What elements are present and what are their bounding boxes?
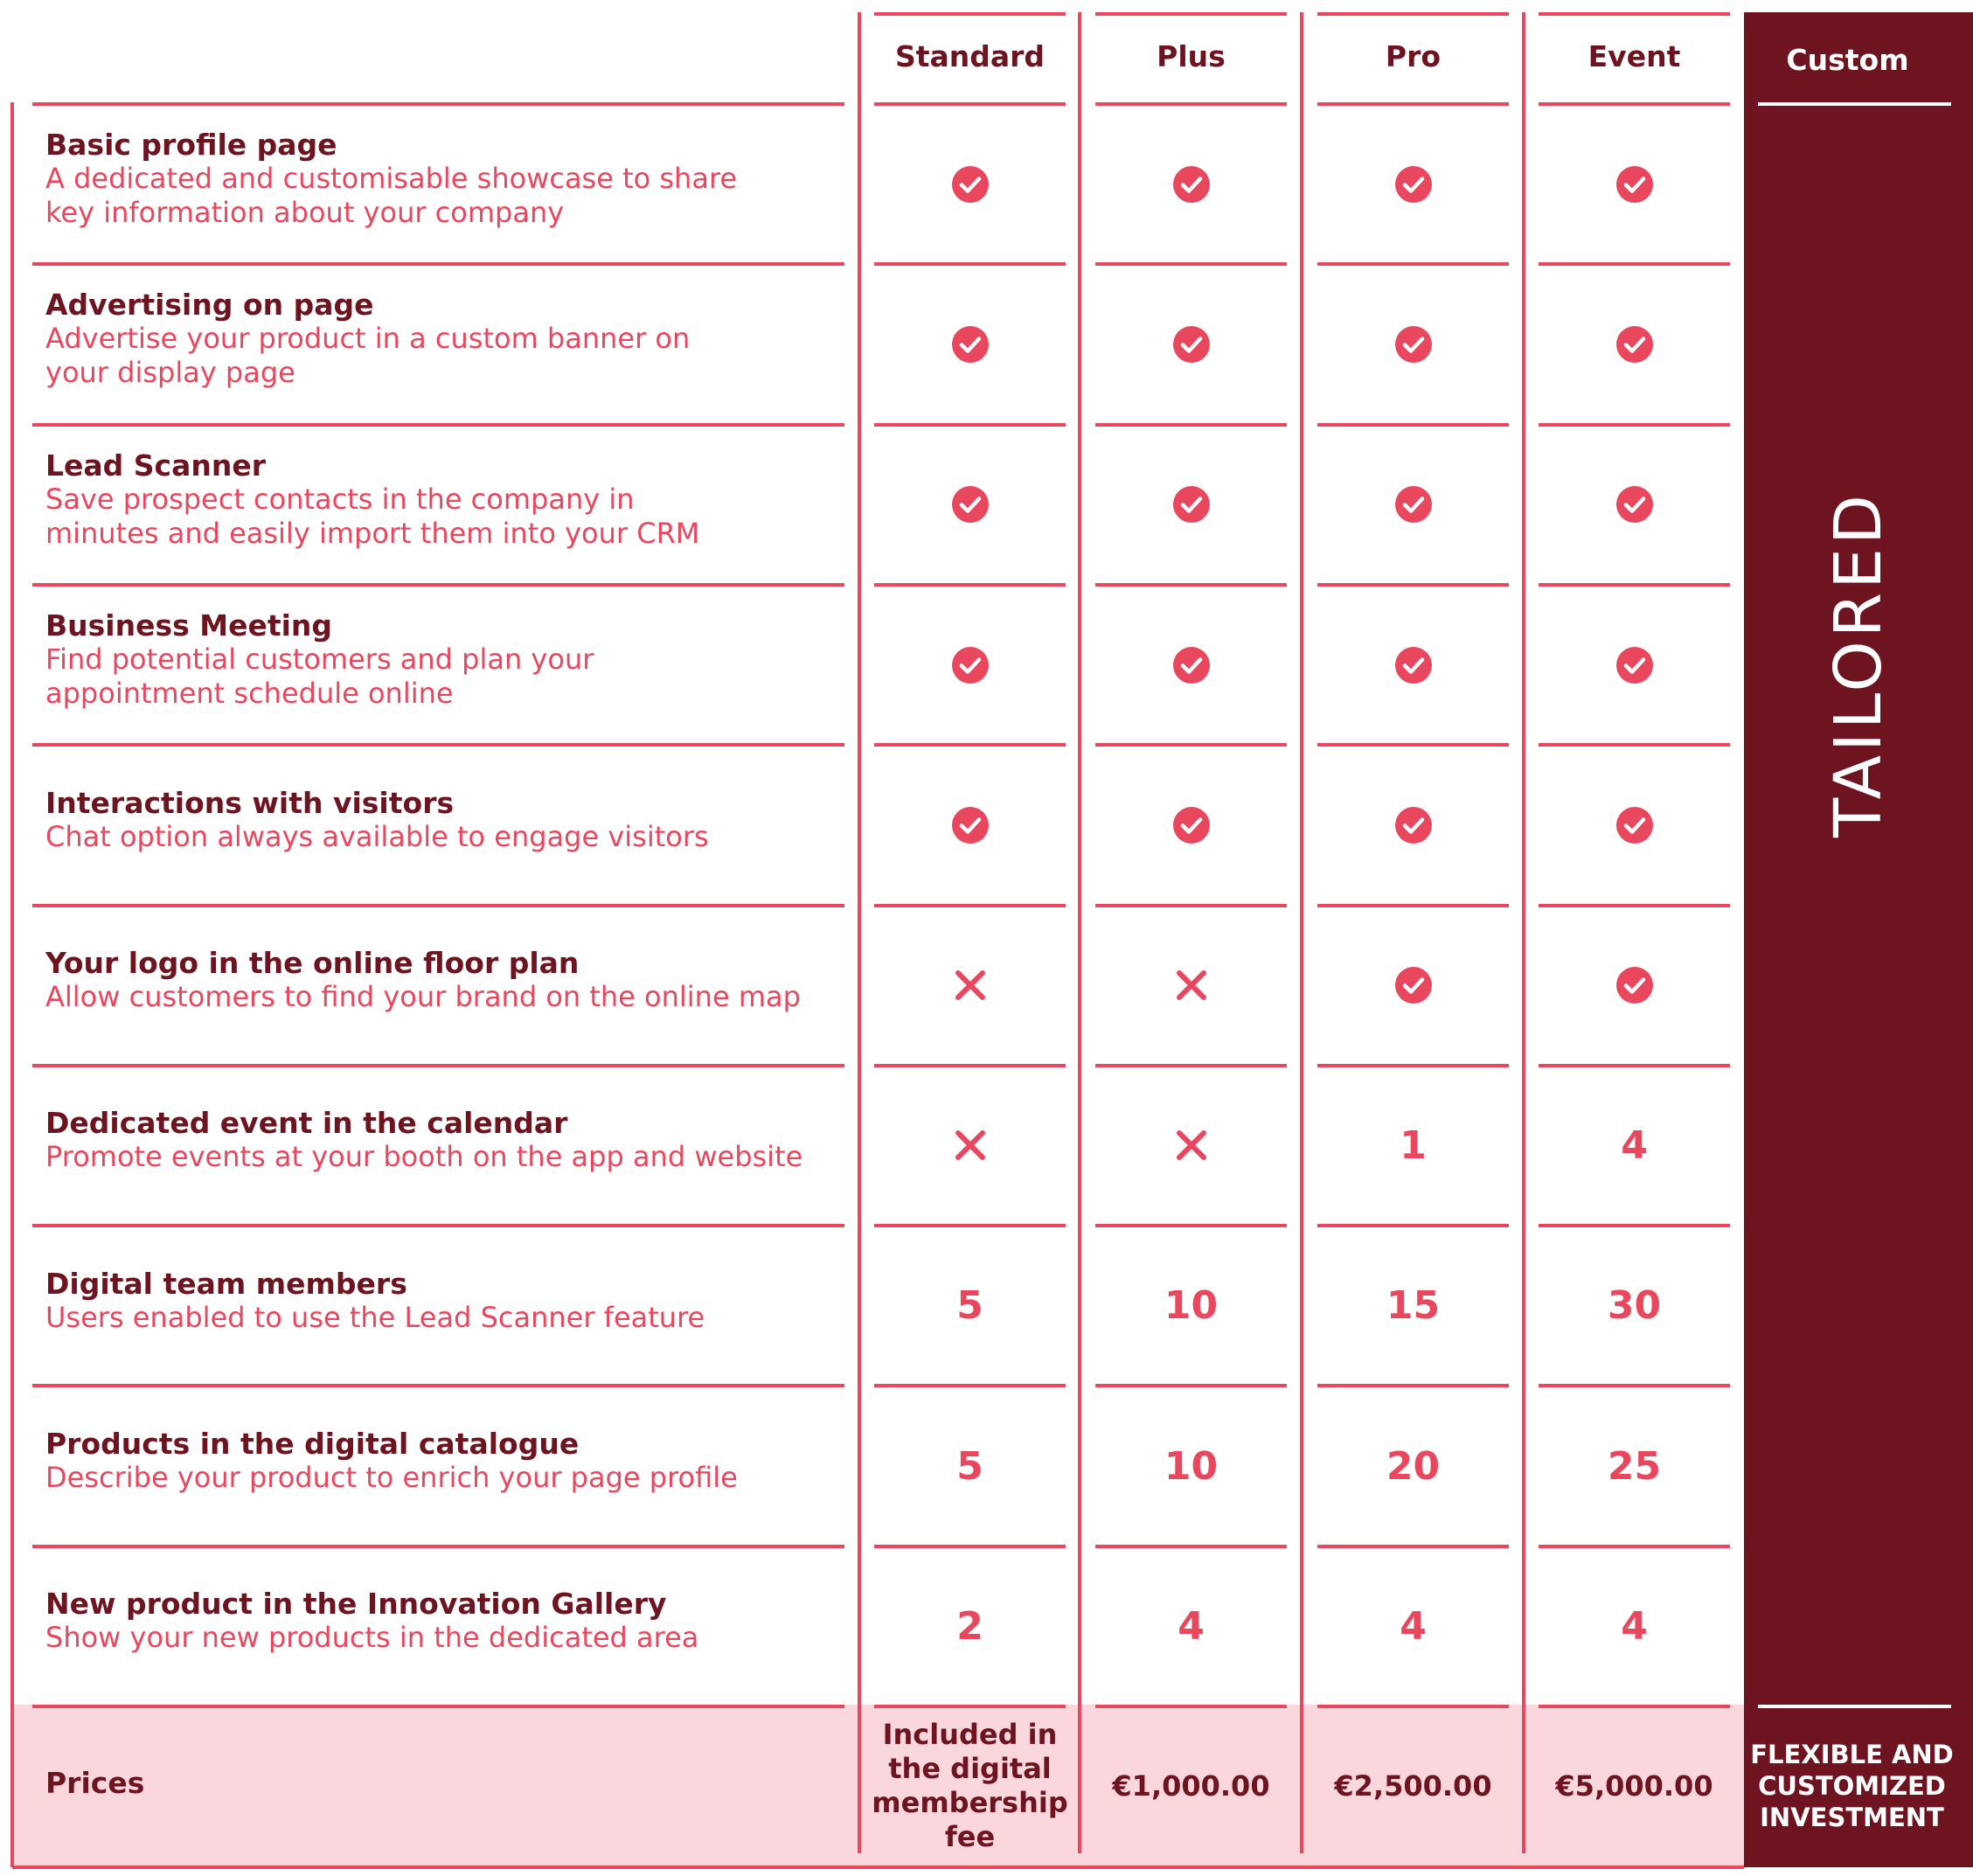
row-divider xyxy=(874,102,1066,106)
check-circle-icon xyxy=(1394,485,1433,524)
feature-value-pro xyxy=(1317,158,1509,211)
feature-description: Describe your product to enrich your page profile xyxy=(45,1461,738,1495)
price-pro xyxy=(1317,1712,1509,1860)
check-circle-icon xyxy=(951,485,990,524)
feature-value-standard xyxy=(874,959,1066,1011)
feature-title: Your logo in the online floor plan xyxy=(45,946,580,981)
row-divider xyxy=(1539,1705,1730,1708)
row-divider xyxy=(1317,1705,1509,1708)
feature-value-pro xyxy=(1317,318,1509,371)
cross-icon xyxy=(951,966,990,1004)
check-circle-icon xyxy=(1615,806,1654,844)
check-circle-icon xyxy=(1394,325,1433,364)
price-standard xyxy=(874,1712,1066,1860)
row-divider xyxy=(32,102,844,106)
row-divider xyxy=(1095,1705,1287,1708)
price-line: membership xyxy=(872,1786,1068,1819)
feature-value-event xyxy=(1539,158,1730,211)
check-circle-icon xyxy=(1615,325,1654,364)
row-divider xyxy=(1539,1384,1730,1387)
feature-value-event xyxy=(1539,959,1730,1011)
row-divider xyxy=(1539,102,1730,106)
feature-value-event: 30 xyxy=(1607,1283,1662,1329)
row-divider xyxy=(1539,1545,1730,1548)
feature-value-plus: 4 xyxy=(1178,1603,1205,1649)
cross-icon xyxy=(1172,1126,1211,1164)
feature-title: Business Meeting xyxy=(45,608,333,643)
feature-description: A dedicated and customisable showcase to share xyxy=(45,162,738,196)
check-circle-icon xyxy=(1615,165,1654,204)
feature-value-plus xyxy=(1095,158,1287,211)
row-divider xyxy=(1095,1545,1287,1548)
feature-value-standard: 2 xyxy=(956,1603,983,1649)
feature-description: Users enabled to use the Lead Scanner feature xyxy=(45,1300,705,1334)
feature-title: Lead Scanner xyxy=(45,448,267,483)
row-divider xyxy=(1539,423,1730,427)
price-line: CUSTOMIZED xyxy=(1758,1771,1946,1801)
custom-divider xyxy=(1758,1705,1951,1708)
feature-title: Dedicated event in the calendar xyxy=(45,1106,568,1141)
custom-divider xyxy=(1758,102,1951,106)
check-circle-icon xyxy=(951,165,990,204)
row-divider xyxy=(32,1224,844,1227)
check-circle-icon xyxy=(1172,165,1211,204)
check-circle-icon xyxy=(1172,485,1211,524)
row-divider xyxy=(1095,743,1287,747)
row-divider xyxy=(874,1545,1066,1548)
row-divider xyxy=(32,1705,844,1708)
feature-description: Save prospect contacts in the company in xyxy=(45,482,635,516)
check-circle-icon xyxy=(1615,646,1654,684)
row-divider xyxy=(1095,904,1287,907)
feature-value-event xyxy=(1539,478,1730,531)
column-header-plus: Plus xyxy=(1157,38,1226,73)
row-divider xyxy=(1317,743,1509,747)
feature-description: Allow customers to find your brand on the online map xyxy=(45,980,801,1014)
feature-value-pro: 4 xyxy=(1400,1603,1427,1649)
column-divider xyxy=(858,12,861,1853)
column-header-custom: Custom xyxy=(1786,42,1909,77)
feature-value-event: 4 xyxy=(1621,1122,1648,1168)
row-divider xyxy=(1095,1064,1287,1067)
tailored-label: TAILORED xyxy=(1821,491,1896,837)
feature-description: Find potential customers and plan your xyxy=(45,643,594,677)
feature-value-standard xyxy=(874,158,1066,211)
row-divider xyxy=(1095,583,1287,587)
row-divider xyxy=(32,423,844,427)
row-divider xyxy=(874,583,1066,587)
price-text xyxy=(872,1718,1067,1854)
feature-description: Promote events at your booth on the app and website xyxy=(45,1140,803,1174)
price-plus xyxy=(1095,1712,1287,1860)
row-divider xyxy=(874,1224,1066,1227)
row-divider xyxy=(1317,1384,1509,1387)
row-divider xyxy=(1317,423,1509,427)
feature-value-event xyxy=(1539,639,1730,691)
column-divider xyxy=(1078,12,1081,1853)
check-circle-icon xyxy=(1394,165,1433,204)
feature-value-plus: 10 xyxy=(1164,1443,1219,1489)
feature-description: Show your new products in the dedicated area xyxy=(45,1621,699,1655)
header-top-rule xyxy=(1095,12,1287,16)
price-text xyxy=(1112,1769,1269,1803)
row-divider xyxy=(32,1064,844,1067)
check-circle-icon xyxy=(1615,485,1654,524)
feature-description: minutes and easily import them into your CRM xyxy=(45,516,700,550)
row-divider xyxy=(874,262,1066,266)
feature-value-standard xyxy=(874,799,1066,851)
feature-title: Interactions with visitors xyxy=(45,785,455,820)
price-event xyxy=(1539,1712,1730,1860)
feature-value-plus xyxy=(1095,639,1287,691)
feature-title: Basic profile page xyxy=(45,128,337,163)
feature-value-standard: 5 xyxy=(956,1443,983,1489)
feature-value-plus xyxy=(1095,1119,1287,1171)
row-divider xyxy=(1539,1064,1730,1067)
feature-value-event xyxy=(1539,318,1730,371)
feature-value-plus xyxy=(1095,318,1287,371)
feature-value-standard xyxy=(874,318,1066,371)
row-divider xyxy=(1539,583,1730,587)
row-divider xyxy=(1095,1224,1287,1227)
feature-value-pro xyxy=(1317,799,1509,851)
row-divider xyxy=(32,262,844,266)
price-text xyxy=(1555,1769,1712,1803)
row-divider xyxy=(1539,262,1730,266)
cross-icon xyxy=(951,1126,990,1164)
row-divider xyxy=(874,1705,1066,1708)
column-header-event: Event xyxy=(1587,38,1681,73)
feature-value-pro: 20 xyxy=(1386,1443,1441,1489)
row-divider xyxy=(32,1545,844,1548)
price-line: FLEXIBLE AND xyxy=(1750,1740,1954,1769)
price-text xyxy=(1334,1769,1491,1803)
feature-value-pro: 1 xyxy=(1400,1122,1427,1168)
feature-value-plus xyxy=(1095,478,1287,531)
feature-description: Advertise your product in a custom banner on xyxy=(45,322,691,356)
check-circle-icon xyxy=(1615,966,1654,1004)
feature-value-event: 4 xyxy=(1621,1603,1648,1649)
feature-description: your display page xyxy=(45,356,295,390)
row-divider xyxy=(1317,1545,1509,1548)
price-line: Included in xyxy=(882,1718,1058,1751)
feature-title: Products in the digital catalogue xyxy=(45,1427,580,1462)
check-circle-icon xyxy=(1394,966,1433,1004)
row-divider xyxy=(1317,262,1509,266)
feature-value-event xyxy=(1539,799,1730,851)
column-header-standard: Standard xyxy=(894,38,1046,73)
row-divider xyxy=(874,1384,1066,1387)
feature-value-pro: 15 xyxy=(1386,1283,1441,1329)
check-circle-icon xyxy=(1172,646,1211,684)
price-line: INVESTMENT xyxy=(1760,1803,1944,1832)
feature-value-standard xyxy=(874,478,1066,531)
feature-value-pro xyxy=(1317,639,1509,691)
row-divider xyxy=(1095,1384,1287,1387)
price-line: fee xyxy=(944,1820,996,1853)
price-line: €1,000.00 xyxy=(1112,1768,1270,1803)
column-divider xyxy=(10,102,14,1867)
column-divider xyxy=(1522,12,1525,1853)
check-circle-icon xyxy=(951,646,990,684)
row-divider xyxy=(32,904,844,907)
cross-icon xyxy=(1172,966,1211,1004)
row-divider xyxy=(874,743,1066,747)
price-line: the digital xyxy=(888,1752,1052,1785)
row-divider xyxy=(1095,262,1287,266)
table-bottom-rule xyxy=(12,1866,1744,1869)
feature-value-pro xyxy=(1317,478,1509,531)
check-circle-icon xyxy=(951,806,990,844)
feature-description: appointment schedule online xyxy=(45,677,454,711)
check-circle-icon xyxy=(1394,646,1433,684)
header-top-rule xyxy=(1539,12,1730,16)
feature-value-plus xyxy=(1095,959,1287,1011)
feature-description: Chat option always available to engage visitors xyxy=(45,819,709,853)
feature-title: Advertising on page xyxy=(45,288,374,323)
price-line: €2,500.00 xyxy=(1334,1768,1492,1803)
row-divider xyxy=(1317,904,1509,907)
row-divider xyxy=(1539,1224,1730,1227)
row-divider xyxy=(1539,743,1730,747)
feature-value-event: 25 xyxy=(1607,1443,1662,1489)
row-divider xyxy=(1317,583,1509,587)
feature-value-standard: 5 xyxy=(956,1283,983,1329)
custom-column xyxy=(1744,12,1973,1867)
check-circle-icon xyxy=(1172,806,1211,844)
column-header-pro: Pro xyxy=(1385,38,1442,73)
row-divider xyxy=(874,904,1066,907)
row-divider xyxy=(32,583,844,587)
row-divider xyxy=(1095,423,1287,427)
prices-label: Prices xyxy=(45,1766,145,1800)
feature-value-plus: 10 xyxy=(1164,1283,1219,1329)
check-circle-icon xyxy=(1172,325,1211,364)
header-top-rule xyxy=(1317,12,1509,16)
row-divider xyxy=(874,423,1066,427)
row-divider xyxy=(1095,102,1287,106)
feature-value-plus xyxy=(1095,799,1287,851)
row-divider xyxy=(1317,1224,1509,1227)
feature-title: Digital team members xyxy=(45,1266,407,1301)
row-divider xyxy=(874,1064,1066,1067)
check-circle-icon xyxy=(951,325,990,364)
row-divider xyxy=(32,1384,844,1387)
feature-description: key information about your company xyxy=(45,196,565,230)
header-top-rule xyxy=(874,12,1066,16)
feature-value-pro xyxy=(1317,959,1509,1011)
price-custom xyxy=(1744,1712,1960,1860)
feature-title: New product in the Innovation Gallery xyxy=(45,1587,667,1622)
row-divider xyxy=(32,743,844,747)
price-text xyxy=(1750,1739,1954,1833)
check-circle-icon xyxy=(1394,806,1433,844)
row-divider xyxy=(1317,102,1509,106)
feature-value-standard xyxy=(874,639,1066,691)
row-divider xyxy=(1539,904,1730,907)
price-line: €5,000.00 xyxy=(1555,1768,1713,1803)
column-divider xyxy=(1300,12,1303,1853)
feature-value-standard xyxy=(874,1119,1066,1171)
row-divider xyxy=(1317,1064,1509,1067)
